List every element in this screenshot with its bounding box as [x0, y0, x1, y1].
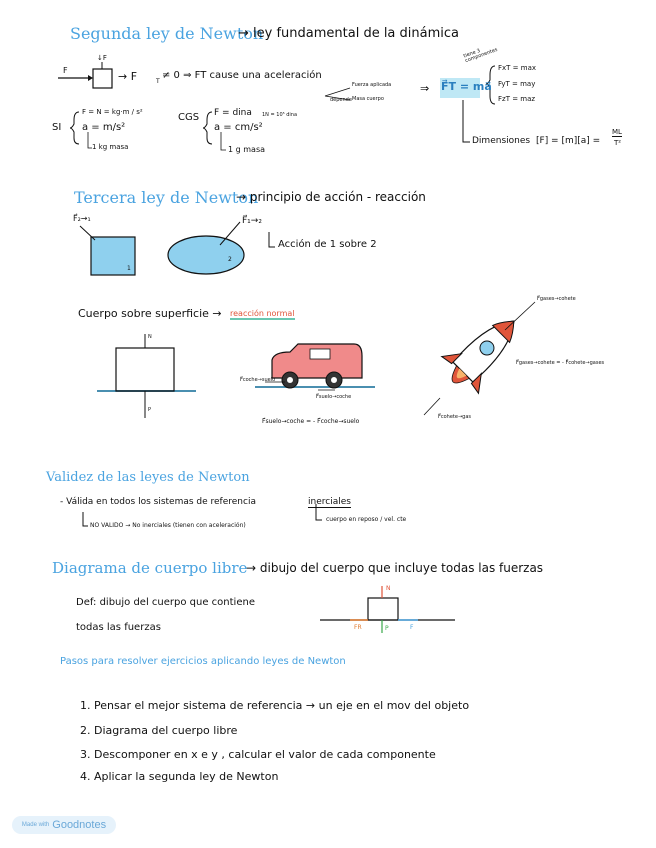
box-on-surface — [116, 348, 174, 391]
force-arrow-head — [88, 75, 93, 81]
s6-title: Pasos para resolver ejercicios aplicando leyes de Newton — [60, 656, 346, 667]
fbd-f-label: F — [410, 624, 414, 631]
si-line-2: a = m/s² — [82, 122, 126, 133]
s1-title-rest: → ley fundamental de la dinámica — [238, 26, 459, 41]
car-equation: F⃗suelo→coche = - F⃗coche→suelo — [262, 418, 360, 425]
depende: depende — [330, 97, 352, 103]
car-window — [310, 349, 330, 359]
num-1: 1 — [127, 265, 131, 272]
fbd-n-label: N — [386, 585, 391, 592]
badge-made: Made with — [21, 822, 50, 828]
s5-title: Diagrama de cuerpo libre — [52, 559, 248, 577]
si-line-1: F = N = kg·m / s² — [82, 108, 143, 116]
component-y: FyT = may — [498, 80, 536, 88]
s2-title: Tercera ley de Newton — [74, 188, 259, 207]
cgs-line-1b: 1N = 10⁵ dina — [262, 112, 298, 118]
rocket — [435, 303, 533, 401]
implies-arrow: ⇒ — [420, 82, 430, 95]
si-label: SI — [52, 122, 62, 133]
accion-label: Acción de 1 sobre 2 — [278, 239, 377, 250]
s4-title: Validez de las leyes de Newton — [46, 470, 250, 485]
component-z: FzT = maz — [498, 95, 536, 103]
weight-label-2: P — [148, 407, 152, 413]
rocket-equation: F⃗gases→cohete = - F⃗cohete→gases — [516, 360, 605, 366]
no-valido: NO VALIDO → No inerciales (tienen con aceleración) — [90, 522, 246, 529]
normal-label: N — [148, 334, 152, 340]
force-label: F — [63, 66, 68, 75]
fbd-box — [368, 598, 398, 620]
rocket-bottom-force: F⃗cohete→gas — [438, 414, 471, 420]
cgs-line-3: 1 g masa — [228, 145, 266, 154]
fuerza-aplicada: Fuerza aplicada — [352, 82, 392, 88]
goodnotes-badge[interactable] — [12, 816, 116, 834]
s2-title-rest: → principio de acción - reacción — [236, 190, 426, 204]
f21-arrow — [80, 226, 95, 240]
reaccion-normal: reacción normal — [230, 309, 295, 318]
dim-num: ML — [612, 128, 622, 136]
accion-connector — [269, 232, 275, 247]
blue-ellipse — [168, 236, 244, 274]
weight-label: ↓F — [97, 54, 107, 62]
num-2: 2 — [228, 256, 232, 263]
tiene-3: tiene 3 componentes — [462, 46, 499, 65]
dimensiones: Dimensiones — [472, 136, 531, 146]
rocket-top-force: F⃗gases→cohete — [537, 296, 576, 302]
cond-sub: T — [156, 78, 160, 85]
s1-title: Segunda ley de Newton — [70, 24, 264, 43]
s4-line1a: - Válida en todos los sistemas de referencia — [60, 497, 256, 507]
def-line1: Def: dibujo del cuerpo que contiene — [76, 597, 255, 608]
f12-label: F⃗₁→₂ — [242, 216, 262, 226]
badge-brand: Goodnotes — [52, 819, 107, 831]
car-hub-rear — [331, 377, 337, 383]
component-x: FxT = max — [498, 64, 537, 72]
si-line-3: 1 kg masa — [92, 143, 129, 151]
masa-cuerpo: Masa cuerpo — [352, 96, 384, 102]
car-left-force: F⃗coche→suelo — [240, 377, 276, 383]
s4-line1b: inerciales — [308, 497, 351, 507]
rocket-force-top — [505, 302, 535, 330]
step-2: 2. Diagrama del cuerpo libre — [80, 724, 238, 737]
fbd-fr-label: FR — [354, 624, 362, 631]
cgs-line-2: a = cm/s² — [214, 122, 263, 133]
cgs-brace — [203, 112, 212, 144]
dim-connector — [463, 100, 470, 142]
si-brace — [70, 112, 79, 144]
s3-text: Cuerpo sobre superficie → — [78, 307, 222, 320]
fbd-p-label: P — [385, 625, 389, 632]
f21-label: F⃗₂→₁ — [73, 214, 91, 223]
step-3: 3. Descomponer en x e y , calcular el valor de cada componente — [80, 748, 436, 761]
ft-equation: F⃗T = ma⃗ — [441, 80, 492, 93]
cond-arrow: → F — [118, 70, 138, 83]
def-line2: todas las fuerzas — [76, 622, 161, 633]
cgs-label: CGS — [178, 112, 200, 123]
car-bottom-force: F⃗suelo→coche — [316, 394, 352, 400]
dim-equation: [F] = [m][a] = — [536, 136, 601, 146]
dim-den: T² — [614, 139, 622, 147]
cgs-connector — [221, 132, 226, 150]
no-valido-connector — [83, 512, 88, 526]
cuerpo-reposo: cuerpo en reposo / vel. cte — [326, 516, 407, 523]
s5-title-rest: → dibujo del cuerpo que incluye todas las fuerzas — [246, 561, 544, 575]
step-4: 4. Aplicar la segunda ley de Newton — [80, 770, 279, 783]
cgs-line-1: F = dina — [214, 108, 252, 118]
step-1: 1. Pensar el mejor sistema de referencia → un eje en el mov del objeto — [80, 699, 470, 712]
cond-rest: ≠ 0 ⇒ FT cause una aceleración — [162, 70, 322, 81]
car-hub-front — [287, 377, 293, 383]
rocket-force-bottom — [424, 398, 440, 415]
box-body — [93, 69, 112, 88]
